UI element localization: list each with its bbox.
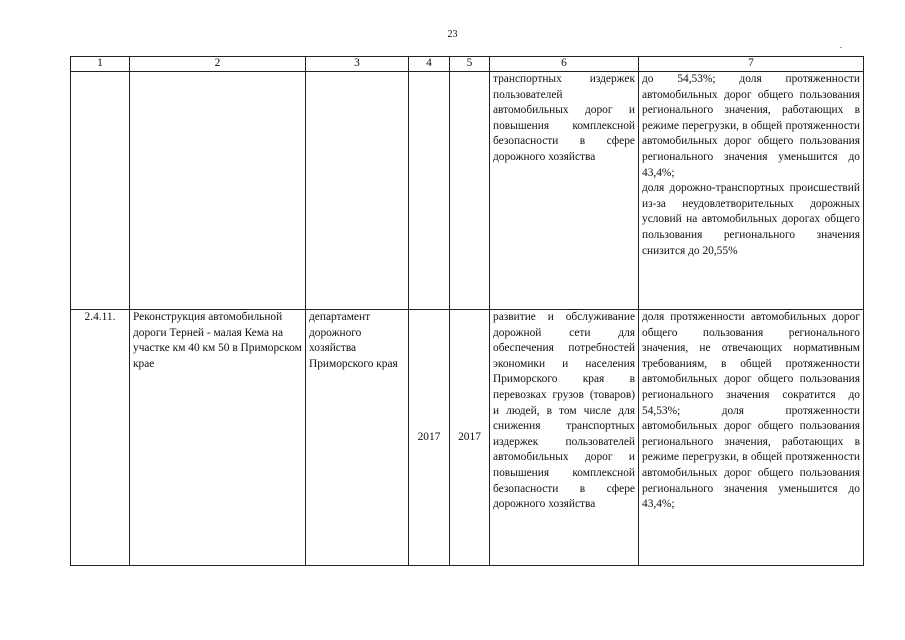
cell-result-continued [639,72,864,310]
table-row-continued [71,72,864,310]
cell-empty [450,72,490,310]
header-col-2: 2 [130,57,306,72]
page-number: 23 [447,29,458,40]
cell-year-start: 2017 [409,310,450,566]
cell-measure-name: Реконструкция автомобильной дороги Терней - малая Кема на участке км 40 км 50 в Приморском крае [130,310,306,566]
header-col-7: 7 [639,57,864,72]
table-row-2-4-11 [71,310,864,566]
cell-executor: департамент дорожного хозяйства Приморского края [306,310,409,566]
cell-empty [71,72,130,310]
header-col-4: 4 [409,57,450,72]
measures-table [70,56,864,566]
cell-year-end: 2017 [450,310,490,566]
cell-empty [130,72,306,310]
header-col-3: 3 [306,57,409,72]
cell-item-number: 2.4.11. [71,310,130,566]
header-col-1: 1 [71,57,130,72]
header-col-6: 6 [490,57,639,72]
cell-empty [409,72,450,310]
result-paragraph: доля дорожно-транспортных происшествий из-за неудовлетворительных дорожных условий на автомобильных дорогах общего пользования регионального значения снизится до 20,55% [642,182,860,257]
header-col-5: 5 [450,57,490,72]
cell-empty [306,72,409,310]
result-paragraph: до 54,53%; доля протяженности автомобильных дорог общего пользования регионального значения, работающих в режиме перегрузки, в общей протяженности автомобильных дорог общего пользования регионального значения уменьшится до 43,4%; [642,73,860,179]
cell-result: доля протяженности автомобильных дорог общего пользования регионального значения, не отвечающих нормативным требованиям, в общей протяженности автомобильных дорог общего пользования регионального значения сократится до 54,53%; доля протяженности автомобильных дорог общего пользования регионального значения, работающих в режиме перегрузки, в общей протяженности автомобильных дорог общего пользования регионального значения уменьшится до 43,4%; [639,310,864,566]
table-header-row [71,57,864,72]
cell-goal: развитие и обслуживание дорожной сети для обеспечения потребностей экономики и населения Приморского края в перевозках грузов (товаров) и людей, в том числе для снижения транспортных издержек пользователей автомобильных дорог и повышения комплексной безопасности в сфере дорожного хозяйства [490,310,639,566]
cell-goal-continued: транспортных издержек пользователей автомобильных дорог и повышения комплексной безопасности в сфере дорожного хозяйства [490,72,639,310]
scan-speck [840,47,842,48]
